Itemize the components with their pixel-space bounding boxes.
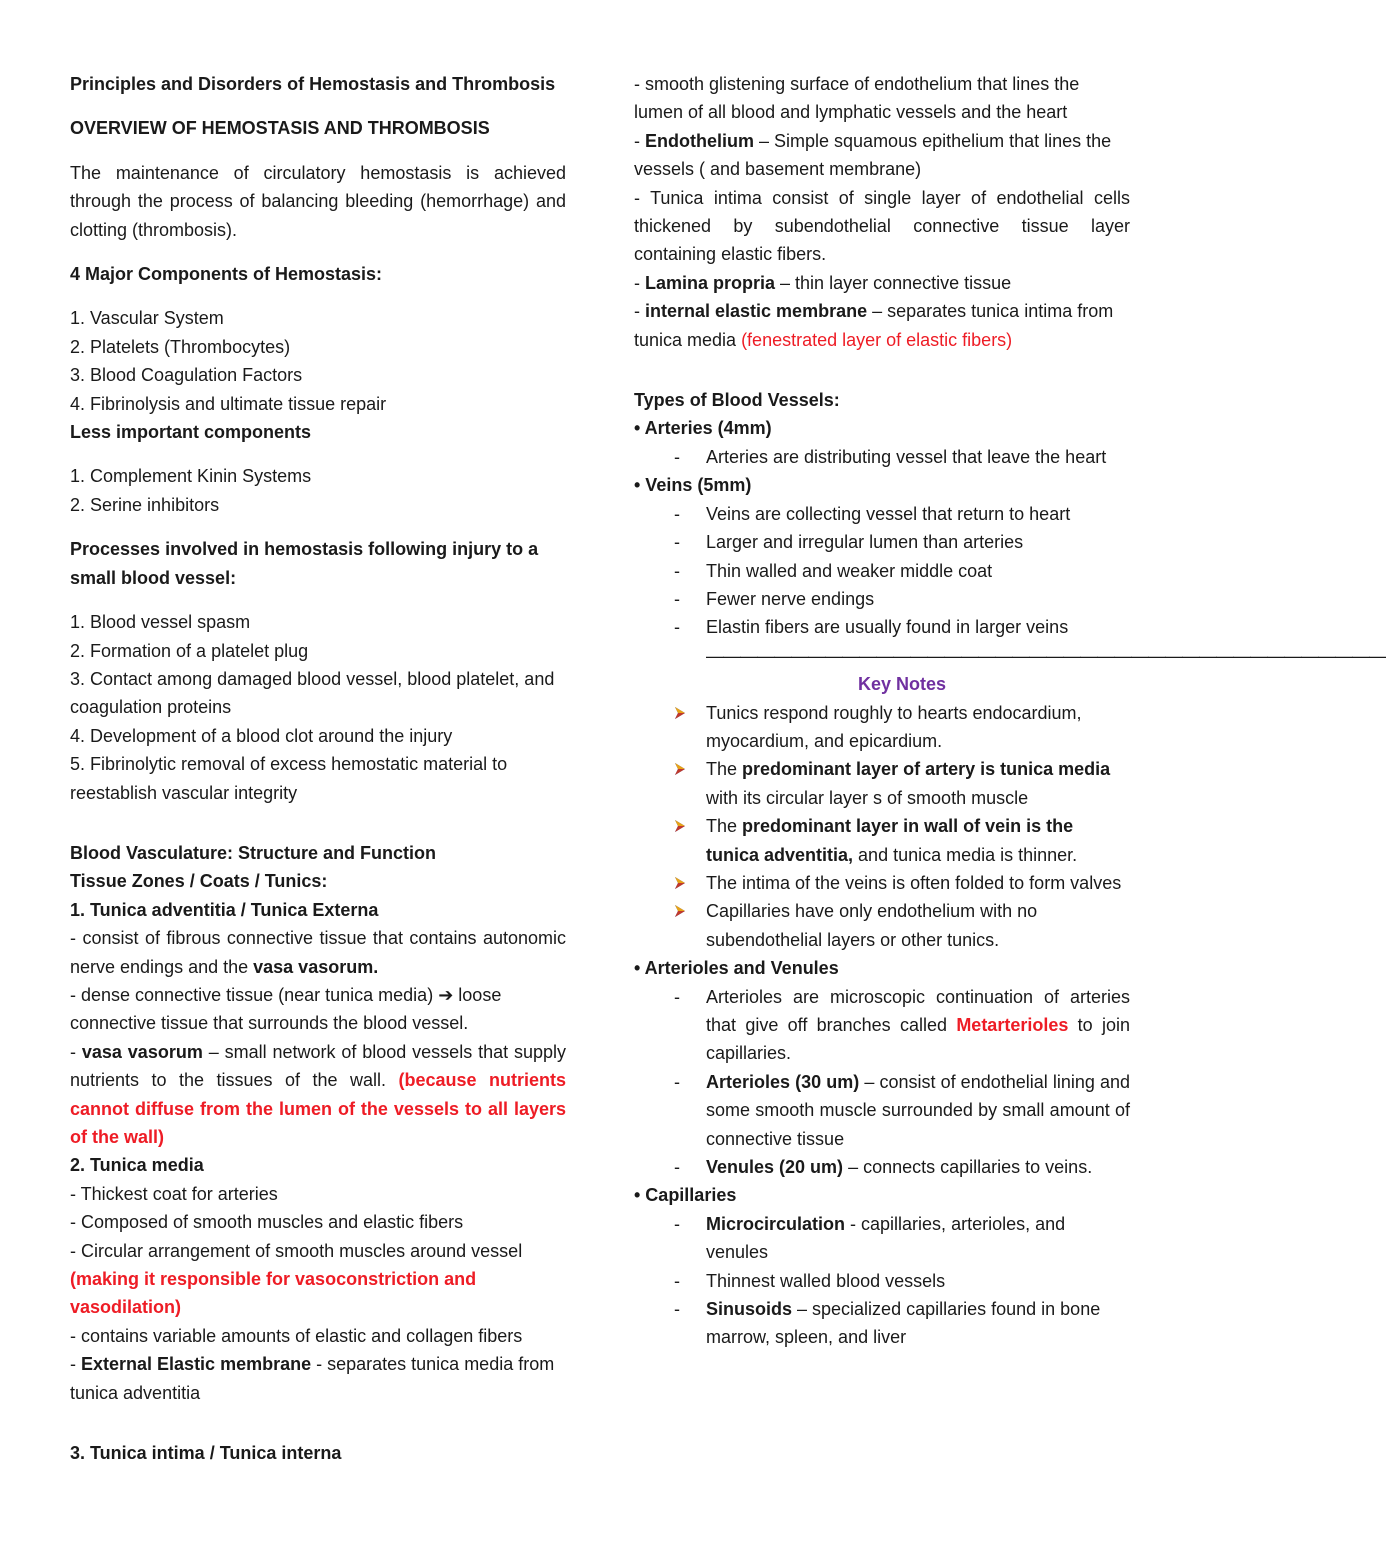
arteries-heading: • Arteries (4mm) — [634, 418, 772, 439]
media-item: - Circular arrangement of smooth muscles around vessel — [70, 1240, 523, 1261]
arrow-bullet-icon — [672, 903, 688, 919]
key-note-item: Capillaries have only endothelium with no subendothelial layers or other tunics. — [634, 897, 1130, 954]
right-column — [634, 70, 1386, 1352]
arrow-bullet-icon — [672, 818, 688, 834]
list-item: 1. Complement Kinin Systems — [70, 466, 312, 487]
list-item: 1. Blood vessel spasm — [70, 612, 251, 633]
adventitia-item-3: - vasa vasorum – small network of blood vessels that supply nutrients to the tissues of the wall. (because nutrients cannot diffuse from the lumen of the vessels to all layers of the wall) — [70, 1041, 566, 1147]
arrow-bullet-icon — [672, 875, 688, 891]
intima-item: - Lamina propria – thin layer connective tissue — [634, 272, 1012, 293]
veins-item: - Thin walled and weaker middle coat — [634, 557, 1130, 585]
veins-item: - Fewer nerve endings — [634, 585, 1130, 613]
intima-item: - smooth glistening surface of endothelium that lines the lumen of all blood and lymphatic vessels and the heart — [634, 74, 1080, 123]
tunica-intima-heading: 3. Tunica intima / Tunica interna — [70, 1443, 342, 1464]
veins-item: - Veins are collecting vessel that return to heart — [634, 500, 1130, 528]
veins-item: - Elastin fibers are usually found in larger veins — [634, 613, 1130, 641]
list-item: 4. Development of a blood clot around the injury — [70, 725, 453, 746]
media-item: - External Elastic membrane - separates tunica media from tunica adventitia — [70, 1354, 555, 1403]
arterioles-item: - Arterioles (30 um) – consist of endothelial lining and some smooth muscle surrounded by small amount of connective tissue — [634, 1068, 1130, 1153]
list-item: 3. Contact among damaged blood vessel, blood platelet, and coagulation proteins — [70, 668, 555, 718]
arrow-bullet-icon — [672, 705, 688, 721]
capillaries-item: - Thinnest walled blood vessels — [634, 1267, 1130, 1295]
list-item: 2. Formation of a platelet plug — [70, 640, 309, 661]
adventitia-item-2: - dense connective tissue (near tunica media) ➔ loose connective tissue that surrounds the blood vessel. — [70, 984, 502, 1034]
right-arrow-icon: ➔ — [438, 984, 454, 1005]
tunica-adventitia-heading: 1. Tunica adventitia / Tunica Externa — [70, 899, 379, 920]
document-title: Principles and Disorders of Hemostasis and Thrombosis — [70, 74, 556, 94]
media-item: - Composed of smooth muscles and elastic fibers — [70, 1212, 464, 1233]
list-item: 2. Platelets (Thrombocytes) — [70, 336, 291, 357]
less-important-heading: Less important components — [70, 422, 312, 443]
intima-item: - Endothelium – Simple squamous epithelium that lines the vessels ( and basement membrane) — [634, 130, 1112, 180]
media-note: (making it responsible for vasoconstriction and vasodilation) — [70, 1269, 477, 1318]
list-item: 2. Serine inhibitors — [70, 494, 220, 515]
intima-item: - Tunica intima consist of single layer of endothelial cells thickened by subendothelial connective tissue layer containing elastic fibers. — [634, 187, 1130, 265]
left-column — [70, 70, 566, 1467]
capillaries-item: - Microcirculation - capillaries, arterioles, and venules — [634, 1210, 1130, 1267]
processes-list — [70, 608, 566, 807]
divider-rule: ———————————————————————————————————————— — [706, 645, 1386, 666]
list-item: 5. Fibrinolytic removal of excess hemostatic material to reestablish vascular integrity — [70, 754, 508, 803]
types-heading: Types of Blood Vessels: — [634, 390, 840, 411]
arterioles-item: - Venules (20 um) – connects capillaries to veins. — [634, 1153, 1130, 1181]
capillaries-heading: • Capillaries — [634, 1185, 737, 1206]
arterioles-heading: • Arterioles and Venules — [634, 958, 839, 979]
arrow-bullet-icon — [672, 761, 688, 777]
intro-paragraph: The maintenance of circulatory hemostasis is achieved through the process of balancing bleeding (hemorrhage) and clotting (thrombosis). — [70, 162, 566, 240]
tunica-media-heading: 2. Tunica media — [70, 1155, 204, 1176]
key-note-item: The predominant layer in wall of vein is the tunica adventitia, and tunica media is thinner. — [634, 812, 1130, 869]
intima-item: - internal elastic membrane – separates tunica intima from tunica media (fenestrated layer of elastic fibers) — [634, 301, 1114, 350]
less-important-list — [70, 462, 566, 519]
key-note-item: Tunics respond roughly to hearts endocardium, myocardium, and epicardium. — [634, 699, 1130, 756]
list-item: 3. Blood Coagulation Factors — [70, 365, 303, 386]
veins-item: - Larger and irregular lumen than arteries — [634, 528, 1130, 556]
overview-heading: OVERVIEW OF HEMOSTASIS AND THROMBOSIS — [70, 118, 490, 139]
processes-heading: Processes involved in hemostasis following injury to a small blood vessel: — [70, 539, 539, 588]
media-item: - contains variable amounts of elastic and collagen fibers — [70, 1325, 523, 1346]
key-note-item: The predominant layer of artery is tunica media with its circular layer s of smooth muscle — [634, 755, 1130, 812]
key-note-item: The intima of the veins is often folded to form valves — [634, 869, 1130, 897]
arterioles-item: - Arterioles are microscopic continuation of arteries that give off branches called Metarterioles to join capillaries. — [634, 983, 1130, 1068]
key-notes-heading: Key Notes — [857, 674, 947, 695]
arteries-item: - Arteries are distributing vessel that leave the heart — [634, 443, 1130, 471]
list-item: 1. Vascular System — [70, 308, 224, 329]
media-item: - Thickest coat for arteries — [70, 1183, 278, 1204]
tissue-zones-heading: Tissue Zones / Coats / Tunics: — [70, 871, 328, 892]
vasculature-heading: Blood Vasculature: Structure and Function — [70, 842, 437, 863]
adventitia-item-1: - consist of fibrous connective tissue that contains autonomic nerve endings and the vasa vasorum. — [70, 928, 566, 977]
veins-heading: • Veins (5mm) — [634, 475, 752, 496]
major-components-list — [70, 304, 566, 418]
list-item: 4. Fibrinolysis and ultimate tissue repair — [70, 393, 387, 414]
major-components-heading: 4 Major Components of Hemostasis: — [70, 264, 383, 285]
capillaries-item: - Sinusoids – specialized capillaries found in bone marrow, spleen, and liver — [634, 1295, 1130, 1352]
